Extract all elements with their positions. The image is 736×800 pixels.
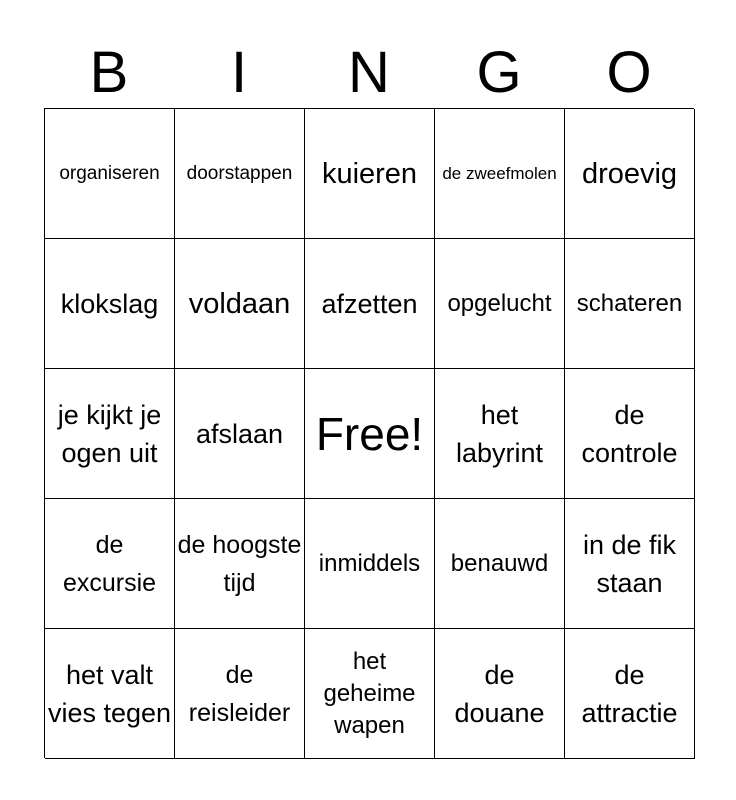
bingo-cell[interactable] bbox=[45, 499, 175, 629]
bingo-cell[interactable] bbox=[305, 629, 435, 759]
cell-text: doorstappen bbox=[186, 162, 293, 184]
cell-text: het valt vies tegen bbox=[47, 659, 172, 728]
bingo-cell[interactable] bbox=[565, 369, 695, 499]
cell-text: voldaan bbox=[188, 287, 291, 320]
cell-text: de zweefmolen bbox=[442, 163, 557, 183]
bingo-cell[interactable] bbox=[565, 629, 695, 759]
header-letter-n: N bbox=[348, 40, 390, 105]
cell-text: opgelucht bbox=[447, 289, 552, 317]
bingo-cell[interactable] bbox=[305, 239, 435, 369]
bingo-cell[interactable] bbox=[45, 239, 175, 369]
bingo-cell[interactable] bbox=[175, 369, 305, 499]
bingo-cell[interactable] bbox=[45, 629, 175, 759]
bingo-cell[interactable] bbox=[305, 109, 435, 239]
cell-text: kuieren bbox=[321, 157, 418, 190]
header-letter-g: G bbox=[476, 40, 522, 105]
cell-text: de hoogste tijd bbox=[177, 530, 302, 597]
cell-text: afzetten bbox=[321, 288, 418, 319]
bingo-cell[interactable] bbox=[175, 629, 305, 759]
bingo-cell[interactable] bbox=[175, 499, 305, 629]
bingo-cell[interactable] bbox=[305, 499, 435, 629]
cell-text: de excursie bbox=[62, 530, 157, 597]
bingo-cell[interactable] bbox=[435, 109, 565, 239]
cell-text: de attractie bbox=[581, 659, 678, 728]
cell-text: inmiddels bbox=[318, 549, 421, 577]
cell-text: afslaan bbox=[195, 418, 284, 449]
cell-text: het geheime wapen bbox=[323, 647, 416, 739]
header-letter-o: O bbox=[606, 40, 652, 105]
cell-text: je kijkt je ogen uit bbox=[57, 399, 162, 468]
free-space-cell[interactable] bbox=[305, 369, 435, 499]
bingo-cell[interactable] bbox=[435, 239, 565, 369]
cell-text: schateren bbox=[576, 289, 683, 317]
bingo-cell[interactable] bbox=[435, 369, 565, 499]
cell-text: het labyrint bbox=[455, 399, 544, 468]
bingo-cell[interactable] bbox=[45, 109, 175, 239]
header-letter-i: I bbox=[230, 40, 248, 105]
cell-text: de controle bbox=[581, 399, 678, 468]
bingo-cell[interactable] bbox=[565, 109, 695, 239]
cell-text: benauwd bbox=[450, 549, 549, 577]
cell-text: de douane bbox=[454, 659, 545, 728]
header-letter-b: B bbox=[89, 40, 129, 105]
bingo-cell[interactable] bbox=[175, 109, 305, 239]
cell-text: organiseren bbox=[59, 162, 160, 184]
cell-text: klokslag bbox=[60, 288, 159, 319]
cell-text: in de fik staan bbox=[582, 529, 677, 598]
bingo-cell[interactable] bbox=[175, 239, 305, 369]
cell-text: de reisleider bbox=[188, 660, 291, 727]
bingo-cell[interactable] bbox=[565, 239, 695, 369]
bingo-cell[interactable] bbox=[435, 499, 565, 629]
bingo-cell[interactable] bbox=[565, 499, 695, 629]
cell-text: droevig bbox=[581, 157, 678, 190]
bingo-cell[interactable] bbox=[435, 629, 565, 759]
free-space-text: Free! bbox=[315, 407, 424, 460]
bingo-cell[interactable] bbox=[45, 369, 175, 499]
bingo-header bbox=[44, 38, 694, 108]
bingo-board bbox=[44, 108, 694, 758]
